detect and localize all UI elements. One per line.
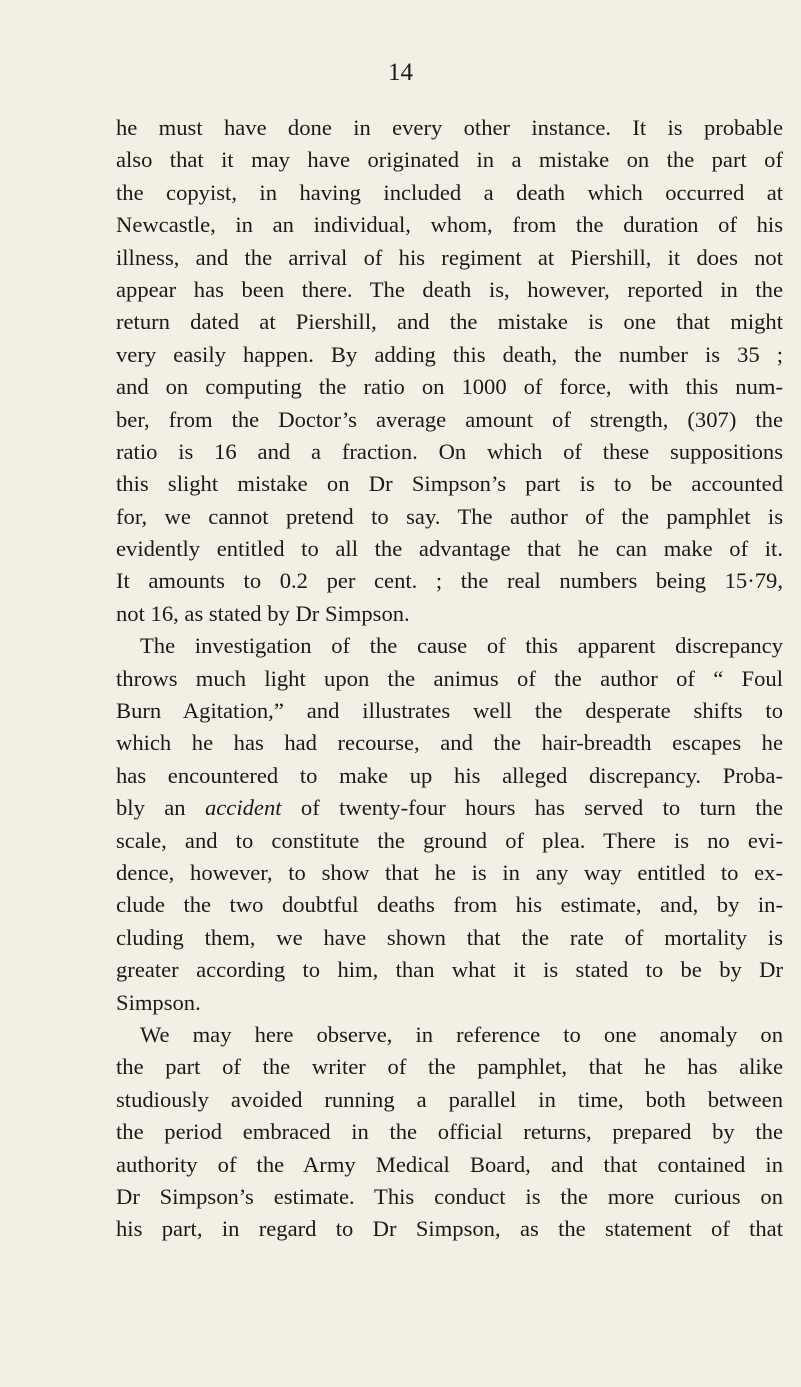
text-segment: bly an <box>116 795 186 821</box>
text-line: which he has had recourse, and the hair-breadth escapes he <box>116 730 783 756</box>
text-line-with-emphasis <box>116 792 783 824</box>
paragraph-start-line: The investigation of the cause of this apparent discrepancy <box>140 633 783 659</box>
text-line: studiously avoided running a parallel in time, both between <box>116 1086 783 1112</box>
text-line: also that it may have originated in a mistake on the part of <box>116 147 783 173</box>
emphasis-accident: accident <box>204 795 282 821</box>
text-line: and on computing the ratio on 1000 of force, with this num- <box>116 374 783 400</box>
text-line: Dr Simpson’s estimate. This conduct is the more curious on <box>116 1183 783 1209</box>
text-line: dence, however, to show that he is in any way entitled to ex- <box>116 859 783 885</box>
text-line: not 16, as stated by Dr Simpson. <box>116 600 410 626</box>
paragraph-start-line: We may here observe, in reference to one anomaly on <box>140 1021 783 1047</box>
text-line: It amounts to 0.2 per cent. ; the real numbers being 15·79, <box>116 568 783 594</box>
text-line: return dated at Piershill, and the mistake is one that might <box>116 309 783 335</box>
text-line: his part, in regard to Dr Simpson, as the statement of that <box>116 1216 783 1242</box>
text-line: has encountered to make up his alleged discrepancy. Proba- <box>116 762 783 788</box>
text-segment: of twenty-four hours has served to turn the <box>300 795 783 821</box>
text-line: this slight mistake on Dr Simpson’s part is to be accounted <box>116 471 783 497</box>
text-line: for, we cannot pretend to say. The author of the pamphlet is <box>116 503 783 529</box>
text-line: illness, and the arrival of his regiment at Piershill, it does not <box>116 244 783 270</box>
text-line: the part of the writer of the pamphlet, that he has alike <box>116 1054 783 1080</box>
body-text <box>116 112 783 1246</box>
text-line: ber, from the Doctor’s average amount of strength, (307) the <box>116 406 783 432</box>
text-line: Newcastle, in an individual, whom, from the duration of his <box>116 212 783 238</box>
text-line: ratio is 16 and a fraction. On which of these suppositions <box>116 438 783 464</box>
text-line: greater according to him, than what it is stated to be by Dr <box>116 957 783 983</box>
text-line: the period embraced in the official returns, prepared by the <box>116 1119 783 1145</box>
text-line: authority of the Army Medical Board, and that contained in <box>116 1151 783 1177</box>
text-line: the copyist, in having included a death which occurred at <box>116 179 783 205</box>
text-line: throws much light upon the animus of the author of “ Foul <box>116 665 783 691</box>
text-line: appear has been there. The death is, however, reported in the <box>116 276 783 302</box>
text-line: evidently entitled to all the advantage that he can make of it. <box>116 536 783 562</box>
text-line: cluding them, we have shown that the rate of mortality is <box>116 924 783 950</box>
text-line: Simpson. <box>116 989 201 1015</box>
page-number: 14 <box>388 59 413 86</box>
text-line: scale, and to constitute the ground of plea. There is no evi- <box>116 827 783 853</box>
text-line: he must have done in every other instance. It is probable <box>116 115 783 140</box>
text-line: clude the two doubtful deaths from his estimate, and, by in- <box>116 892 783 918</box>
text-line: very easily happen. By adding this death, the number is 35 ; <box>116 341 783 367</box>
text-line: Burn Agitation,” and illustrates well the desperate shifts to <box>116 698 783 724</box>
